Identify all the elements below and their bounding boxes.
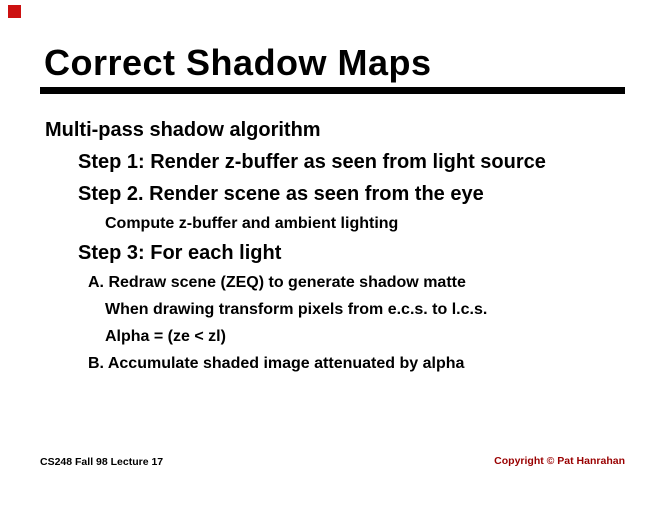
slide-body: [40, 120, 652, 383]
body-line: Alpha = (ze < zl): [105, 328, 226, 345]
corner-marker: [8, 5, 21, 18]
body-line: Multi-pass shadow algorithm: [45, 119, 321, 141]
body-line: Step 2. Render scene as seen from the eye: [78, 183, 484, 205]
title-underline: [40, 87, 625, 94]
body-line: Step 1: Render z-buffer as seen from light source: [78, 151, 546, 173]
slide-title: Correct Shadow Maps: [44, 42, 432, 83]
body-line: When drawing transform pixels from e.c.s. to l.c.s.: [105, 301, 488, 318]
footer-copyright: Copyright © Pat Hanrahan: [494, 455, 625, 467]
body-line: Step 3: For each light: [78, 242, 282, 264]
body-line: Compute z-buffer and ambient lighting: [105, 215, 399, 232]
body-line: A. Redraw scene (ZEQ) to generate shadow matte: [88, 274, 466, 291]
body-line: B. Accumulate shaded image attenuated by alpha: [88, 355, 465, 372]
footer-course-label: CS248 Fall 98 Lecture 17: [40, 456, 164, 468]
